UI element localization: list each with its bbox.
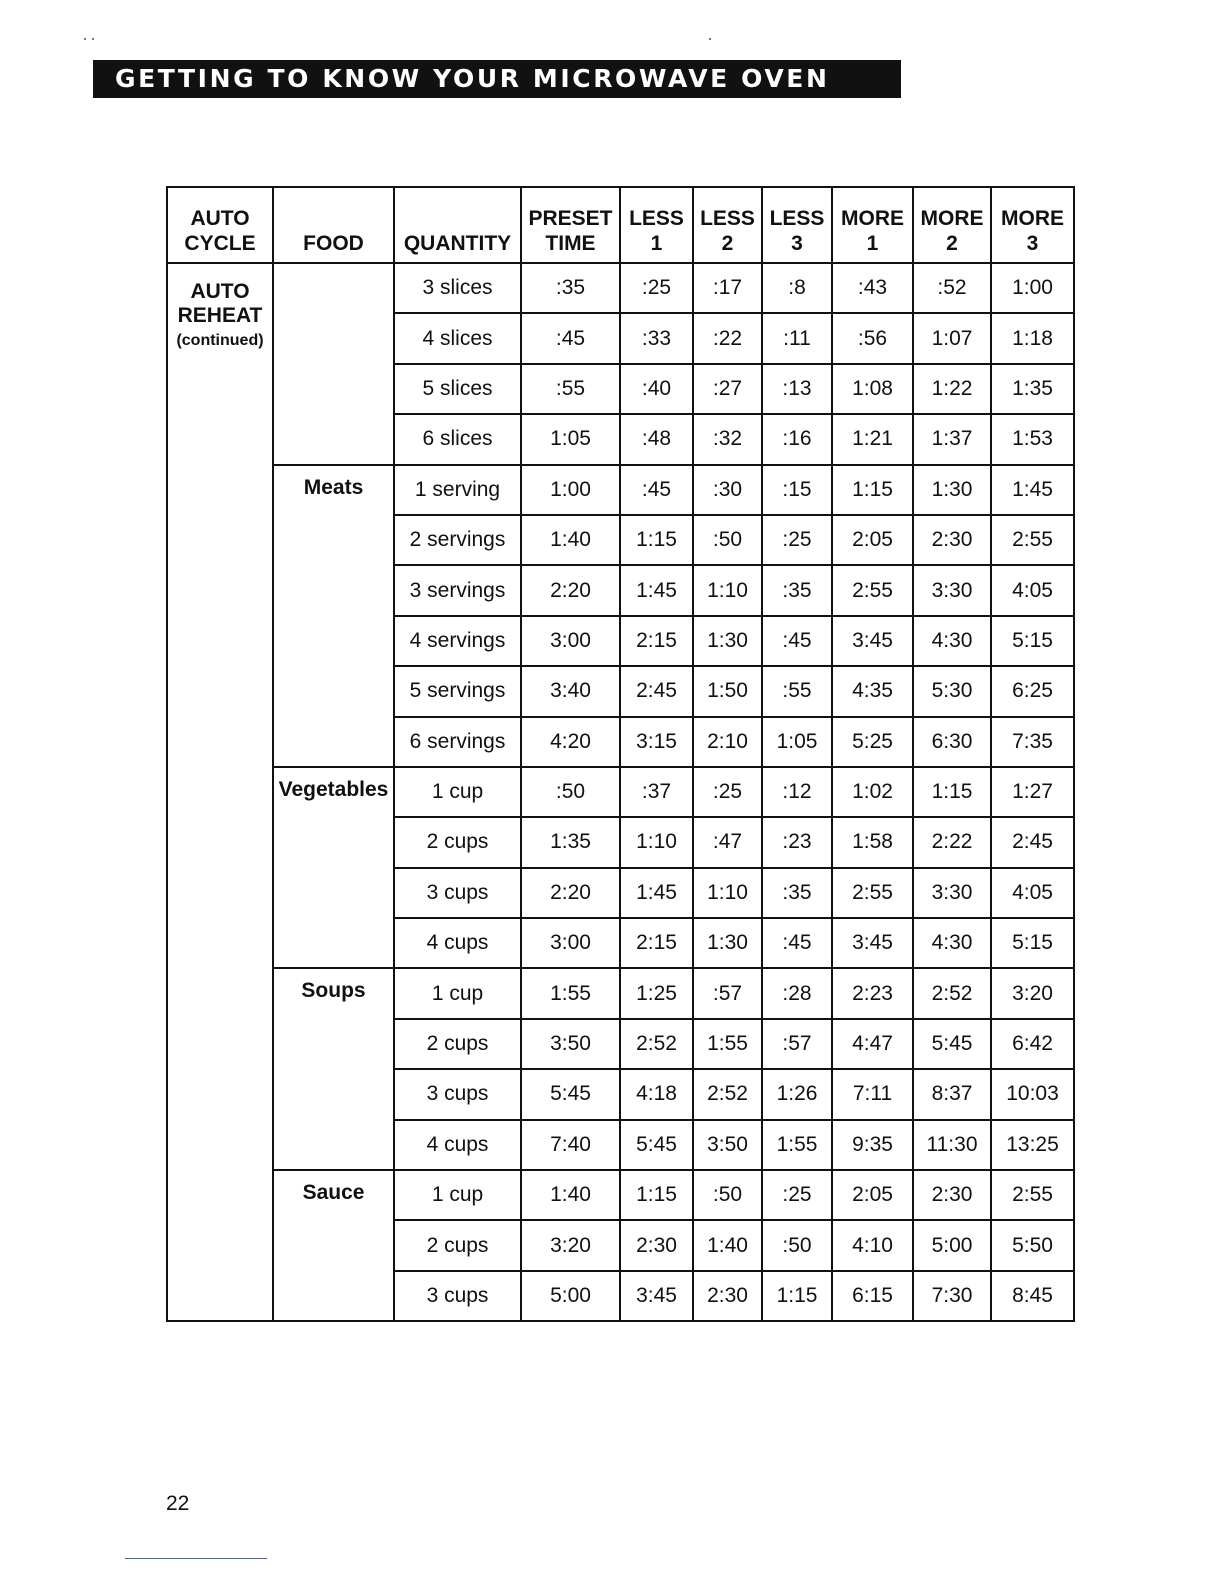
quantity-cell: 4 servings: [394, 616, 521, 666]
preset-time-cell: 3:00: [521, 918, 620, 968]
more-3-cell: 2:45: [991, 817, 1074, 867]
less-2-cell: :17: [693, 263, 762, 313]
more-2-cell: :52: [913, 263, 991, 313]
preset-time-cell: 1:55: [521, 968, 620, 1018]
less-1-cell: 2:45: [620, 666, 693, 716]
more-3-cell: 5:15: [991, 616, 1074, 666]
food-cell: Meats: [273, 465, 394, 767]
table-body: [167, 263, 1074, 1321]
preset-time-cell: 2:20: [521, 868, 620, 918]
less-3-cell: :12: [762, 767, 832, 817]
table-row: [167, 263, 1074, 313]
less-1-cell: 1:45: [620, 565, 693, 615]
quantity-cell: 3 cups: [394, 868, 521, 918]
less-2-cell: 1:30: [693, 918, 762, 968]
less-2-cell: :50: [693, 515, 762, 565]
more-1-cell: 4:35: [832, 666, 913, 716]
more-2-cell: 5:45: [913, 1019, 991, 1069]
preset-time-cell: 1:35: [521, 817, 620, 867]
header-less-2: LESS 2: [693, 187, 762, 263]
header-auto-cycle: AUTO CYCLE: [167, 187, 273, 263]
less-3-cell: 1:55: [762, 1120, 832, 1170]
more-2-cell: 4:30: [913, 616, 991, 666]
header-more-2: MORE 2: [913, 187, 991, 263]
more-2-cell: 3:30: [913, 565, 991, 615]
auto-cycle-note: (continued): [176, 332, 264, 349]
less-3-cell: :15: [762, 465, 832, 515]
more-1-cell: 5:25: [832, 717, 913, 767]
more-3-cell: 2:55: [991, 515, 1074, 565]
preset-time-cell: 3:00: [521, 616, 620, 666]
more-2-cell: 5:00: [913, 1220, 991, 1270]
quantity-cell: 3 cups: [394, 1069, 521, 1119]
preset-time-cell: 7:40: [521, 1120, 620, 1170]
less-1-cell: 1:45: [620, 868, 693, 918]
less-2-cell: 2:10: [693, 717, 762, 767]
less-3-cell: :13: [762, 364, 832, 414]
more-2-cell: 1:30: [913, 465, 991, 515]
auto-cycle-line2: REHEAT: [177, 304, 263, 327]
less-1-cell: :37: [620, 767, 693, 817]
more-1-cell: 2:55: [832, 565, 913, 615]
scan-speck: [92, 38, 94, 40]
more-2-cell: 1:37: [913, 414, 991, 464]
quantity-cell: 3 cups: [394, 1271, 521, 1321]
less-1-cell: 2:30: [620, 1220, 693, 1270]
more-2-cell: 5:30: [913, 666, 991, 716]
more-2-cell: 1:07: [913, 313, 991, 363]
header-more-3: MORE 3: [991, 187, 1074, 263]
less-1-cell: 3:45: [620, 1271, 693, 1321]
more-1-cell: 1:58: [832, 817, 913, 867]
more-3-cell: 8:45: [991, 1271, 1074, 1321]
less-1-cell: 2:52: [620, 1019, 693, 1069]
more-1-cell: :43: [832, 263, 913, 313]
more-2-cell: 2:52: [913, 968, 991, 1018]
more-2-cell: 6:30: [913, 717, 991, 767]
less-2-cell: 1:50: [693, 666, 762, 716]
preset-time-cell: :55: [521, 364, 620, 414]
more-2-cell: 1:22: [913, 364, 991, 414]
more-2-cell: 1:15: [913, 767, 991, 817]
more-1-cell: :56: [832, 313, 913, 363]
less-3-cell: :45: [762, 616, 832, 666]
preset-time-cell: :50: [521, 767, 620, 817]
quantity-cell: 6 slices: [394, 414, 521, 464]
less-2-cell: 1:10: [693, 868, 762, 918]
less-3-cell: :16: [762, 414, 832, 464]
less-2-cell: :22: [693, 313, 762, 363]
less-1-cell: :40: [620, 364, 693, 414]
quantity-cell: 6 servings: [394, 717, 521, 767]
preset-time-cell: 1:05: [521, 414, 620, 464]
less-1-cell: 5:45: [620, 1120, 693, 1170]
more-2-cell: 2:22: [913, 817, 991, 867]
less-2-cell: 1:10: [693, 565, 762, 615]
less-3-cell: :45: [762, 918, 832, 968]
food-cell: [273, 263, 394, 465]
more-1-cell: 1:21: [832, 414, 913, 464]
quantity-cell: 3 servings: [394, 565, 521, 615]
more-3-cell: 7:35: [991, 717, 1074, 767]
less-2-cell: :32: [693, 414, 762, 464]
less-3-cell: :25: [762, 515, 832, 565]
preset-time-cell: 1:00: [521, 465, 620, 515]
quantity-cell: 5 slices: [394, 364, 521, 414]
more-3-cell: 3:20: [991, 968, 1074, 1018]
less-3-cell: :35: [762, 868, 832, 918]
more-3-cell: 13:25: [991, 1120, 1074, 1170]
quantity-cell: 3 slices: [394, 263, 521, 313]
header-less-3: LESS 3: [762, 187, 832, 263]
less-2-cell: 1:55: [693, 1019, 762, 1069]
footer-rule: [125, 1558, 267, 1559]
more-3-cell: 1:45: [991, 465, 1074, 515]
quantity-cell: 2 cups: [394, 1019, 521, 1069]
less-1-cell: :25: [620, 263, 693, 313]
more-1-cell: 1:08: [832, 364, 913, 414]
quantity-cell: 4 cups: [394, 918, 521, 968]
more-2-cell: 2:30: [913, 1170, 991, 1220]
auto-reheat-time-table: [166, 186, 1075, 1322]
header-less-1: LESS 1: [620, 187, 693, 263]
less-3-cell: 1:26: [762, 1069, 832, 1119]
preset-time-cell: 4:20: [521, 717, 620, 767]
quantity-cell: 1 serving: [394, 465, 521, 515]
less-1-cell: 4:18: [620, 1069, 693, 1119]
auto-cycle-line1: AUTO: [190, 280, 250, 303]
table-row: [167, 767, 1074, 817]
more-3-cell: 5:15: [991, 918, 1074, 968]
less-1-cell: :48: [620, 414, 693, 464]
less-1-cell: 1:15: [620, 1170, 693, 1220]
section-header-bar: [93, 60, 901, 98]
less-2-cell: :50: [693, 1170, 762, 1220]
more-1-cell: 4:47: [832, 1019, 913, 1069]
table-header-row: [167, 187, 1074, 263]
more-2-cell: 2:30: [913, 515, 991, 565]
less-1-cell: :45: [620, 465, 693, 515]
preset-time-cell: 2:20: [521, 565, 620, 615]
preset-time-cell: 3:20: [521, 1220, 620, 1270]
more-1-cell: 2:05: [832, 1170, 913, 1220]
preset-time-cell: 1:40: [521, 1170, 620, 1220]
quantity-cell: 2 cups: [394, 1220, 521, 1270]
less-3-cell: :50: [762, 1220, 832, 1270]
more-1-cell: 3:45: [832, 616, 913, 666]
scan-speck: [84, 38, 86, 40]
more-1-cell: 2:55: [832, 868, 913, 918]
less-1-cell: :33: [620, 313, 693, 363]
less-1-cell: 2:15: [620, 616, 693, 666]
more-3-cell: 1:35: [991, 364, 1074, 414]
quantity-cell: 2 cups: [394, 817, 521, 867]
quantity-cell: 4 slices: [394, 313, 521, 363]
more-2-cell: 8:37: [913, 1069, 991, 1119]
less-1-cell: 1:10: [620, 817, 693, 867]
more-2-cell: 7:30: [913, 1271, 991, 1321]
preset-time-cell: 1:40: [521, 515, 620, 565]
less-2-cell: 3:50: [693, 1120, 762, 1170]
more-3-cell: 6:25: [991, 666, 1074, 716]
less-3-cell: :28: [762, 968, 832, 1018]
scan-speck: [709, 38, 711, 40]
food-cell: Sauce: [273, 1170, 394, 1321]
more-1-cell: 2:05: [832, 515, 913, 565]
more-1-cell: 9:35: [832, 1120, 913, 1170]
more-3-cell: 10:03: [991, 1069, 1074, 1119]
more-3-cell: 2:55: [991, 1170, 1074, 1220]
less-3-cell: :23: [762, 817, 832, 867]
preset-time-cell: 5:00: [521, 1271, 620, 1321]
more-1-cell: 1:15: [832, 465, 913, 515]
more-1-cell: 2:23: [832, 968, 913, 1018]
less-3-cell: :25: [762, 1170, 832, 1220]
less-2-cell: 2:30: [693, 1271, 762, 1321]
preset-time-cell: 5:45: [521, 1069, 620, 1119]
quantity-cell: 2 servings: [394, 515, 521, 565]
preset-time-cell: :35: [521, 263, 620, 313]
less-3-cell: 1:15: [762, 1271, 832, 1321]
more-2-cell: 3:30: [913, 868, 991, 918]
more-1-cell: 7:11: [832, 1069, 913, 1119]
less-2-cell: :47: [693, 817, 762, 867]
preset-time-cell: :45: [521, 313, 620, 363]
less-1-cell: 2:15: [620, 918, 693, 968]
preset-time-cell: 3:50: [521, 1019, 620, 1069]
table-row: [167, 1170, 1074, 1220]
less-2-cell: :30: [693, 465, 762, 515]
less-2-cell: :27: [693, 364, 762, 414]
more-3-cell: 1:27: [991, 767, 1074, 817]
more-1-cell: 6:15: [832, 1271, 913, 1321]
more-3-cell: 1:53: [991, 414, 1074, 464]
less-3-cell: :55: [762, 666, 832, 716]
auto-cycle-cell: [167, 263, 273, 1321]
quantity-cell: 1 cup: [394, 1170, 521, 1220]
header-food: FOOD: [273, 187, 394, 263]
less-2-cell: 1:40: [693, 1220, 762, 1270]
less-1-cell: 1:25: [620, 968, 693, 1018]
quantity-cell: 1 cup: [394, 968, 521, 1018]
less-1-cell: 1:15: [620, 515, 693, 565]
more-3-cell: 5:50: [991, 1220, 1074, 1270]
less-3-cell: :35: [762, 565, 832, 615]
food-cell: Soups: [273, 968, 394, 1170]
less-3-cell: :8: [762, 263, 832, 313]
less-2-cell: 2:52: [693, 1069, 762, 1119]
more-3-cell: 4:05: [991, 565, 1074, 615]
preset-time-cell: 3:40: [521, 666, 620, 716]
more-1-cell: 4:10: [832, 1220, 913, 1270]
more-1-cell: 1:02: [832, 767, 913, 817]
more-3-cell: 4:05: [991, 868, 1074, 918]
food-cell: Vegetables: [273, 767, 394, 969]
table-row: [167, 968, 1074, 1018]
less-3-cell: :57: [762, 1019, 832, 1069]
quantity-cell: 4 cups: [394, 1120, 521, 1170]
header-quantity: QUANTITY: [394, 187, 521, 263]
header-preset-time: PRESET TIME: [521, 187, 620, 263]
more-3-cell: 6:42: [991, 1019, 1074, 1069]
less-2-cell: :25: [693, 767, 762, 817]
less-3-cell: 1:05: [762, 717, 832, 767]
more-2-cell: 11:30: [913, 1120, 991, 1170]
table-row: [167, 465, 1074, 515]
more-3-cell: 1:18: [991, 313, 1074, 363]
section-title: GETTING TO KNOW YOUR MICROWAVE OVEN: [115, 64, 830, 93]
more-2-cell: 4:30: [913, 918, 991, 968]
header-more-1: MORE 1: [832, 187, 913, 263]
quantity-cell: 5 servings: [394, 666, 521, 716]
less-2-cell: :57: [693, 968, 762, 1018]
less-2-cell: 1:30: [693, 616, 762, 666]
more-3-cell: 1:00: [991, 263, 1074, 313]
more-1-cell: 3:45: [832, 918, 913, 968]
less-1-cell: 3:15: [620, 717, 693, 767]
quantity-cell: 1 cup: [394, 767, 521, 817]
page-number: 22: [166, 1492, 190, 1515]
less-3-cell: :11: [762, 313, 832, 363]
